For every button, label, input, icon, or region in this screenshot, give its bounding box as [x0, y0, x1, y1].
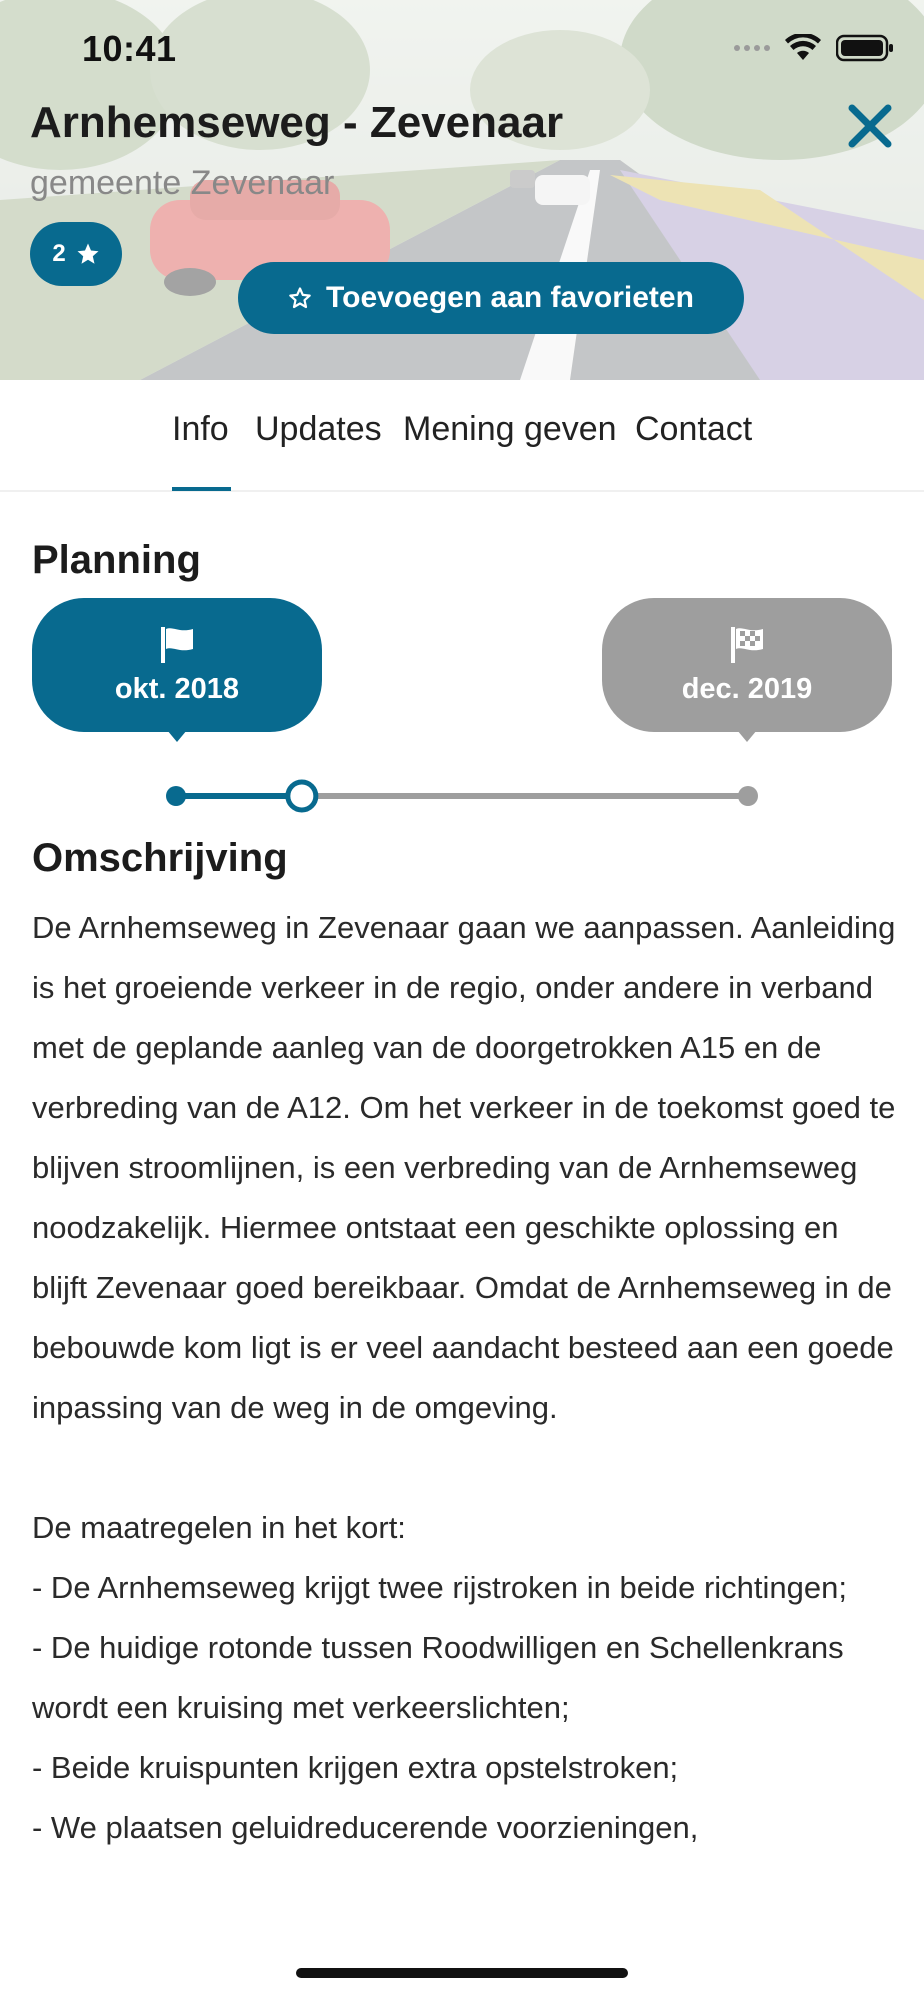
planning-timeline	[166, 776, 762, 816]
tab-mening-geven[interactable]: Mening geven	[403, 410, 617, 448]
measures-intro: De maatregelen in het kort:	[32, 1510, 406, 1545]
star-outline-icon	[288, 286, 312, 310]
timeline-end-dot	[738, 786, 758, 806]
wifi-icon	[784, 34, 822, 62]
planning-end-bubble	[602, 598, 892, 732]
planning-start-date: okt. 2018	[114, 672, 240, 705]
measure-item: - Beide kruispunten krijgen extra opstelstroken;	[32, 1750, 679, 1785]
tab-updates[interactable]: Updates	[255, 410, 382, 448]
checkered-flag-icon	[727, 625, 767, 665]
favorite-count: 2	[52, 240, 66, 267]
project-subtitle: gemeente Zevenaar	[30, 164, 335, 202]
description-title: Omschrijving	[32, 836, 288, 880]
battery-icon	[836, 34, 894, 62]
planning-title: Planning	[32, 538, 201, 582]
measure-item: - We plaatsen geluidreducerende voorzieningen,	[32, 1810, 699, 1845]
planning-start-bubble	[32, 598, 322, 732]
favorite-count-badge	[30, 222, 122, 286]
star-filled-icon	[76, 242, 100, 266]
home-indicator[interactable]	[296, 1968, 628, 1978]
status-time: 10:41	[82, 28, 177, 69]
measure-item: - De Arnhemseweg krijgt twee rijstroken in beide richtingen;	[32, 1570, 847, 1605]
tab-info[interactable]: Info	[172, 410, 229, 448]
measure-item: - De huidige rotonde tussen Roodwilligen en Schellenkrans wordt een kruising met verkeerslichten;	[32, 1630, 844, 1725]
active-tab-indicator	[172, 487, 231, 491]
flag-icon	[157, 625, 197, 665]
project-title: Arnhemseweg - Zevenaar	[30, 98, 564, 147]
add-to-favorites-button[interactable]	[238, 262, 744, 334]
tab-bar	[0, 380, 924, 492]
status-bar	[0, 0, 924, 100]
close-icon	[848, 104, 892, 148]
cellular-signal-icon	[734, 45, 770, 51]
description-text	[32, 898, 902, 1858]
paragraph-spacer	[32, 1438, 902, 1498]
description-paragraph: De Arnhemseweg in Zevenaar gaan we aanpassen. Aanleiding is het groeiende verkeer in de regio, onder andere in verband met de geplande aanleg van de doorgetrokken A15 en de verbreding van de A12. Om het verkeer in de toekomst goed te blijven stroomlijnen, is een verbreding van de Arnhemseweg noodzakelijk. Hiermee ontstaat een geschikte oplossing en blijft Zevenaar goed bereikbaar. Omdat de Arnhemseweg in de bebouwde kom ligt is er veel aandacht besteed aan een goede inpassing van de weg in de omgeving.	[32, 910, 896, 1425]
planning-end-date: dec. 2019	[681, 672, 813, 705]
close-button[interactable]	[842, 98, 898, 154]
status-icons	[734, 34, 894, 62]
timeline-start-dot	[166, 786, 186, 806]
add-to-favorites-label: Toevoegen aan favorieten	[326, 281, 694, 314]
tab-contact[interactable]: Contact	[635, 410, 753, 448]
timeline-current-marker	[288, 782, 316, 810]
